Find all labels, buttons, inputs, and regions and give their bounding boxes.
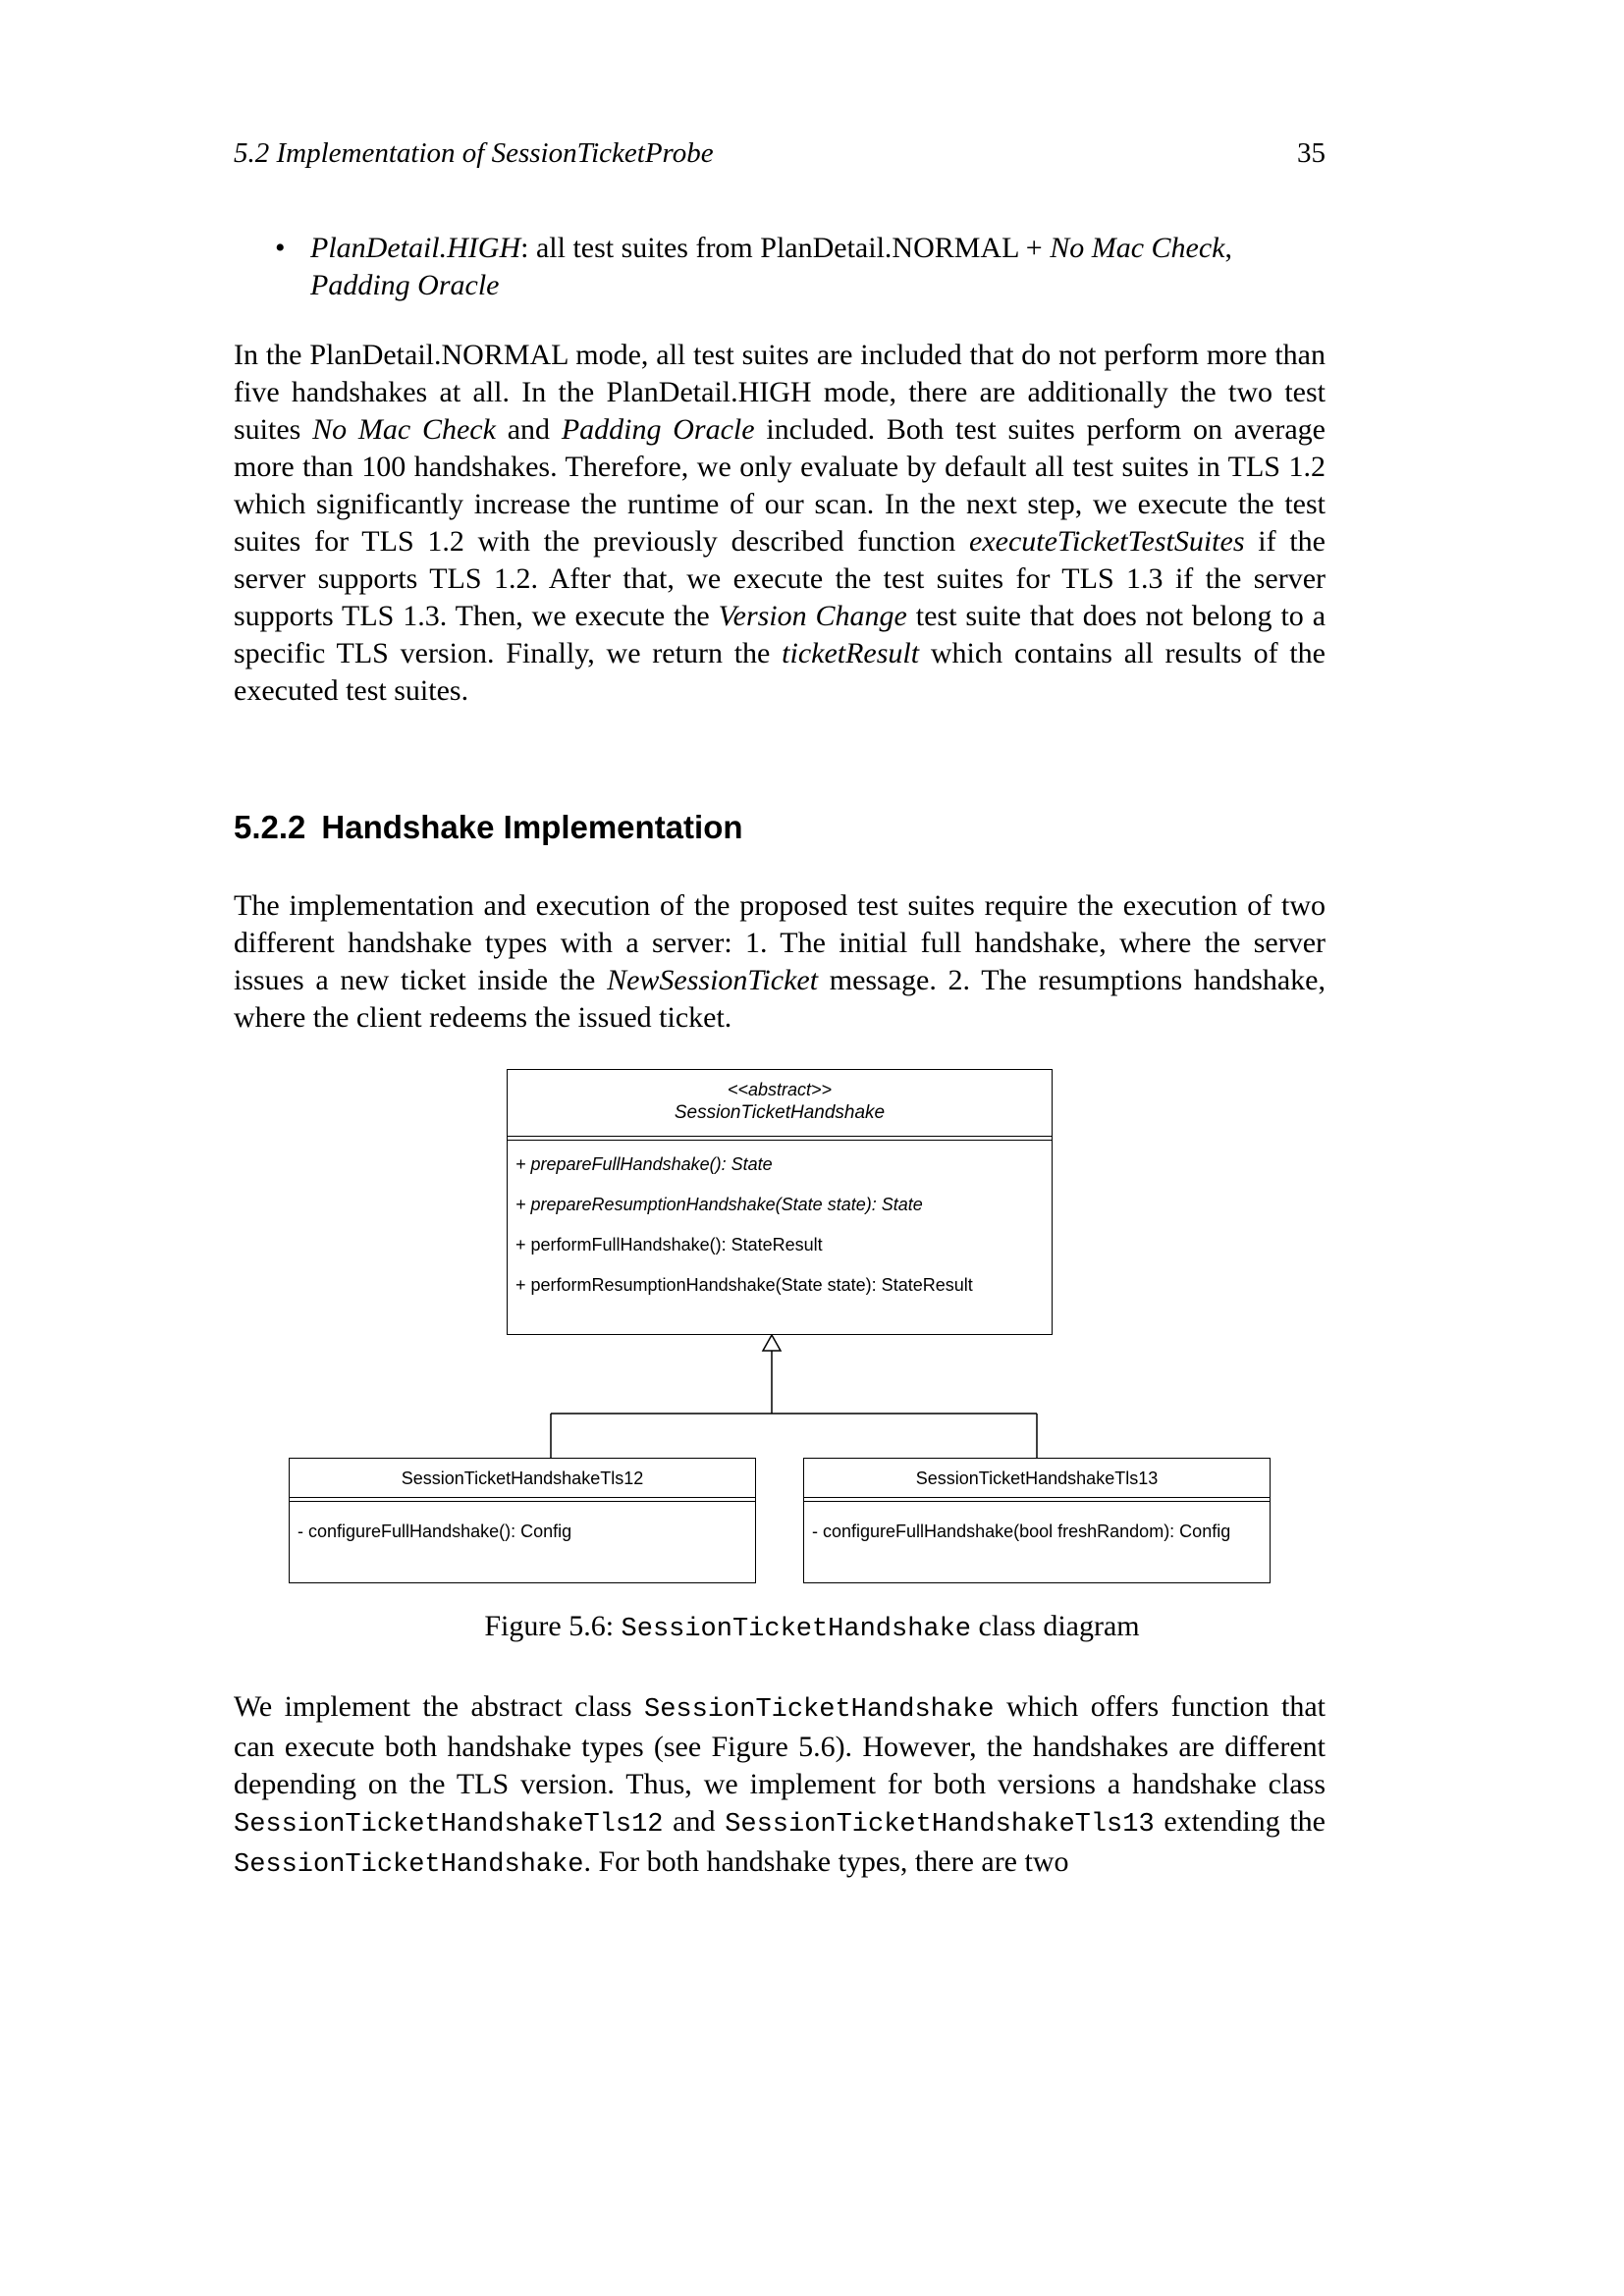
- uml-operation: + performFullHandshake(): StateResult: [515, 1235, 823, 1255]
- figure-text: class diagram: [978, 1610, 1140, 1642]
- text-run: . For both handshake types, there are two: [583, 1845, 1069, 1878]
- uml-class-name: SessionTicketHandshake: [674, 1102, 886, 1123]
- text-run: included. Both test suites perform on average more than 100 handshakes. Therefore, we only evaluate by default all test suites in TLS 1.2 which significantly increase the runtime of our scan. In the next step, we execute the test suites for TLS 1.2 with the previously described function: [234, 413, 1326, 558]
- text-run: and: [663, 1805, 726, 1838]
- page-number: 35: [1297, 137, 1326, 169]
- text-run: if the server supports TLS 1.2. After that, we execute the test suites for TLS 1.3 if the server supports TLS 1.3. Then, we execute the: [234, 525, 1326, 632]
- uml-class-session-ticket-handshake-tls13: [803, 1458, 1271, 1583]
- paragraph-abstract-class: [234, 1688, 1326, 1884]
- bullet-suite-1: No Mac Check: [1050, 232, 1225, 264]
- text-run: The implementation and execution of the proposed test suites require the execution of two different handshake types with a server: 1. The initial full handshake, where the server issues a new ticket inside the: [234, 889, 1326, 996]
- italic-run: Padding Oracle: [561, 413, 755, 446]
- text-run: We implement the abstract class: [234, 1690, 645, 1723]
- uml-operation: - configureFullHandshake(): Config: [298, 1522, 572, 1541]
- italic-run: NewSessionTicket: [607, 964, 819, 996]
- italic-run: Version Change: [718, 600, 907, 632]
- uml-class-name: SessionTicketHandshakeTls13: [915, 1468, 1159, 1488]
- figure-code: SessionTicketHandshake: [621, 1615, 972, 1644]
- section-title: Handshake Implementation: [321, 809, 743, 845]
- code-run: SessionTicketHandshakeTls12: [234, 1810, 664, 1840]
- uml-operation: + prepareResumptionHandshake(State state): State: [515, 1195, 923, 1214]
- text-run: which contains all results of the executed test suites.: [234, 637, 1326, 707]
- uml-separator: [508, 1136, 1052, 1141]
- text-run: extending the: [1154, 1805, 1326, 1838]
- uml-separator: [290, 1497, 755, 1502]
- italic-run: No Mac Check: [312, 413, 496, 446]
- figure-label: Figure 5.6:: [484, 1610, 615, 1642]
- text-run: In the PlanDetail.NORMAL mode, all test suites are included that do not perform more than five handshakes at all. In the PlanDetail.HIGH mode, there are additionally the two test suites: [234, 339, 1326, 446]
- text-run: test suite that does not belong to a specific TLS version. Finally, we return the: [234, 600, 1326, 669]
- bullet-suite-2: Padding Oracle: [310, 269, 500, 301]
- section-number: 5.2.2: [234, 809, 306, 845]
- figure-caption: [0, 1610, 1624, 1644]
- uml-separator: [804, 1497, 1270, 1502]
- running-header-title: 5.2 Implementation of SessionTicketProbe: [234, 137, 714, 169]
- code-run: SessionTicketHandshake: [644, 1695, 995, 1725]
- bullet-marker: •: [275, 232, 286, 264]
- code-run: SessionTicketHandshakeTls13: [725, 1810, 1155, 1840]
- uml-class-session-ticket-handshake-tls12: [289, 1458, 756, 1583]
- bullet-sep: ,: [1224, 232, 1232, 264]
- code-run: SessionTicketHandshake: [234, 1850, 584, 1880]
- text-run: and: [495, 413, 562, 446]
- bullet-desc: : all test suites from PlanDetail.NORMAL +: [520, 232, 1051, 264]
- uml-class-name: SessionTicketHandshakeTls12: [401, 1468, 644, 1488]
- italic-run: ticketResult: [782, 637, 920, 669]
- text-run: which offers function that can execute both handshake types (see Figure 5.6). However, the handshakes are different depending on the TLS version. Thus, we implement for both versions a handshake class: [234, 1690, 1326, 1800]
- uml-operation: - configureFullHandshake(bool freshRandom): Config: [812, 1522, 1231, 1541]
- bullet-term: PlanDetail.HIGH: [310, 232, 521, 264]
- uml-operation: + prepareFullHandshake(): State: [515, 1154, 773, 1174]
- uml-stereotype: <<abstract>>: [727, 1080, 833, 1099]
- uml-class-header: [508, 1070, 1052, 1133]
- text-run: message. 2. The resumptions handshake, where the client redeems the issued ticket.: [234, 964, 1326, 1034]
- italic-run: executeTicketTestSuites: [969, 525, 1245, 558]
- uml-class-session-ticket-handshake: [507, 1069, 1053, 1335]
- inheritance-arrow-icon: [763, 1335, 781, 1351]
- uml-operation: + performResumptionHandshake(State state): StateResult: [515, 1275, 973, 1295]
